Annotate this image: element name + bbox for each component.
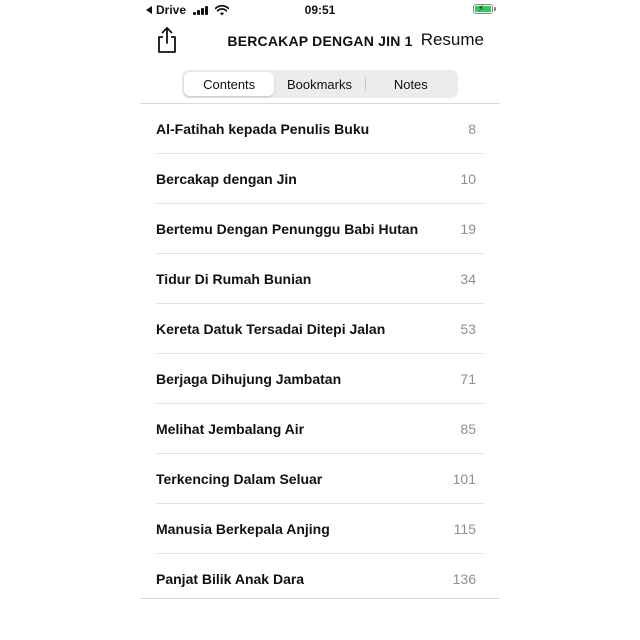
battery-tip xyxy=(494,7,496,11)
chapter-page: 53 xyxy=(460,320,476,337)
share-button[interactable] xyxy=(154,26,180,54)
tab-contents[interactable]: Contents xyxy=(184,72,274,96)
share-icon xyxy=(154,26,180,54)
back-app-label: Drive xyxy=(156,3,187,17)
toc-item[interactable] xyxy=(156,554,484,604)
chapter-title: Panjat Bilik Anak Dara xyxy=(156,571,305,587)
view-segmented-control xyxy=(182,70,458,98)
chapter-title: Bercakap dengan Jin xyxy=(156,170,297,187)
toc-item[interactable] xyxy=(156,204,484,254)
toc-item[interactable] xyxy=(156,504,484,554)
toc-item[interactable] xyxy=(156,254,484,304)
chapter-title: Tidur Di Rumah Bunian xyxy=(156,270,312,287)
chapter-title: Berjaga Dihujung Jambatan xyxy=(156,370,342,387)
nav-bar xyxy=(140,24,500,60)
book-title: BERCAKAP DENGAN JIN 1 xyxy=(227,33,413,49)
toc-item[interactable] xyxy=(156,104,484,154)
chapter-page: 10 xyxy=(460,170,476,187)
chapter-title: Manusia Berkepala Anjing xyxy=(156,520,330,537)
tab-bookmarks[interactable]: Bookmarks xyxy=(286,76,352,92)
tab-notes[interactable]: Notes xyxy=(393,76,428,92)
toc-item[interactable] xyxy=(156,454,484,504)
chapter-page: 115 xyxy=(453,520,476,537)
chapter-page: 101 xyxy=(452,470,476,487)
chapter-title: Melihat Jembalang Air xyxy=(156,420,305,437)
chapter-page: 71 xyxy=(460,370,476,387)
toc-item[interactable] xyxy=(156,154,484,204)
chapter-page: 19 xyxy=(460,220,476,237)
chapter-title: Al-Fatihah kepada Penulis Buku xyxy=(156,120,370,137)
status-time: 09:51 xyxy=(304,3,336,17)
chapter-page: 8 xyxy=(468,120,476,137)
toc-item[interactable] xyxy=(156,404,484,454)
chapter-title: Bertemu Dengan Penunggu Babi Hutan xyxy=(156,220,419,237)
toc-item[interactable] xyxy=(156,354,484,404)
status-bar xyxy=(0,0,640,20)
resume-button[interactable]: Resume xyxy=(420,30,484,49)
list-bottom-divider xyxy=(140,598,500,599)
charging-bolt-icon: ⚡ xyxy=(478,3,485,13)
toc-item[interactable] xyxy=(156,304,484,354)
chapter-page: 136 xyxy=(452,571,476,587)
chapter-title: Kereta Datuk Tersadai Ditepi Jalan xyxy=(156,320,386,337)
chapter-page: 34 xyxy=(460,270,476,287)
chapter-page: 85 xyxy=(460,420,476,437)
chapter-title: Terkencing Dalam Seluar xyxy=(156,470,323,487)
table-of-contents xyxy=(156,104,484,604)
